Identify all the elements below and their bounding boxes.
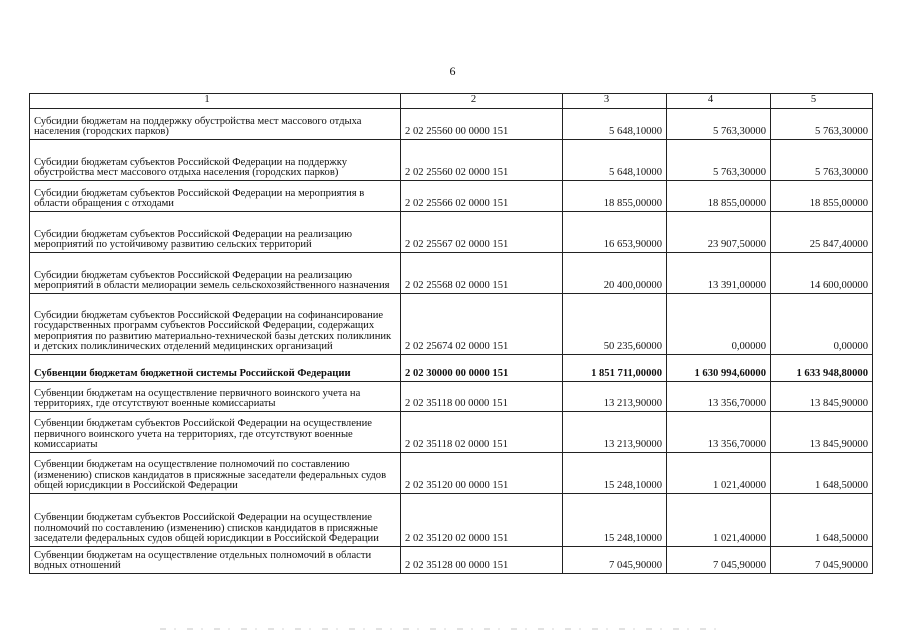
row-value-col5: 13 845,90000: [771, 382, 873, 412]
table-row-total: [30, 355, 873, 382]
row-value-col3: 15 248,10000: [563, 453, 667, 494]
row-description: Субсидии бюджетам на поддержку обустройства мест массового отдыха населения (городских парков): [30, 109, 401, 140]
row-description: Субсидии бюджетам субъектов Российской Федерации на реализацию мероприятий в области мелиорации земель сельскохозяйственного назначения: [30, 253, 401, 294]
table-row: [30, 547, 873, 574]
table-row: [30, 212, 873, 253]
row-value-col4: 1 021,40000: [667, 494, 771, 547]
row-code: 2 02 25566 02 0000 151: [401, 181, 563, 212]
row-value-col5: 0,00000: [771, 294, 873, 355]
column-header: 1: [30, 94, 401, 109]
row-value-col4: 23 907,50000: [667, 212, 771, 253]
row-value-col4: 1 630 994,60000: [667, 355, 771, 382]
row-value-col5: 5 763,30000: [771, 109, 873, 140]
row-code: 2 02 35128 00 0000 151: [401, 547, 563, 574]
row-code: 2 02 25567 02 0000 151: [401, 212, 563, 253]
row-description: Субсидии бюджетам субъектов Российской Федерации на софинансирование государственных программ субъектов Российской Федерации, содержащих мероприятия по развитию материально-технической базы детских поликлиник и детских поликлинических отделений медицинских организаций: [30, 294, 401, 355]
table-row: [30, 494, 873, 547]
row-value-col3: 16 653,90000: [563, 212, 667, 253]
row-value-col4: 13 356,70000: [667, 382, 771, 412]
row-value-col5: 1 648,50000: [771, 453, 873, 494]
row-code: 2 02 35118 00 0000 151: [401, 382, 563, 412]
row-value-col5: 14 600,00000: [771, 253, 873, 294]
row-description: Субвенции бюджетам бюджетной системы Российской Федерации: [30, 355, 401, 382]
table-header-row: [30, 94, 873, 109]
row-description: Субсидии бюджетам субъектов Российской Федерации на мероприятия в области обращения с отходами: [30, 181, 401, 212]
row-value-col5: 13 845,90000: [771, 412, 873, 453]
row-description: Субвенции бюджетам на осуществление первичного воинского учета на территориях, где отсутствуют военные комиссариаты: [30, 382, 401, 412]
row-value-col4: 5 763,30000: [667, 109, 771, 140]
row-value-col3: 50 235,60000: [563, 294, 667, 355]
row-value-col3: 7 045,90000: [563, 547, 667, 574]
table-row: [30, 382, 873, 412]
row-value-col4: 7 045,90000: [667, 547, 771, 574]
table-row: [30, 109, 873, 140]
row-value-col3: 18 855,00000: [563, 181, 667, 212]
budget-table: [29, 93, 873, 574]
row-value-col3: 20 400,00000: [563, 253, 667, 294]
table-row: [30, 181, 873, 212]
row-value-col3: 1 851 711,00000: [563, 355, 667, 382]
row-value-col5: 18 855,00000: [771, 181, 873, 212]
row-value-col5: 5 763,30000: [771, 140, 873, 181]
row-code: 2 02 25568 02 0000 151: [401, 253, 563, 294]
row-value-col4: 13 391,00000: [667, 253, 771, 294]
row-description: Субвенции бюджетам субъектов Российской Федерации на осуществление первичного воинского учета на территориях, где отсутствуют военные комиссариаты: [30, 412, 401, 453]
column-header: 2: [401, 94, 563, 109]
row-code: 2 02 25674 02 0000 151: [401, 294, 563, 355]
table-row: [30, 453, 873, 494]
column-header: 4: [667, 94, 771, 109]
scan-artifact-line: [160, 628, 720, 630]
row-value-col3: 15 248,10000: [563, 494, 667, 547]
row-description: Субсидии бюджетам субъектов Российской Федерации на реализацию мероприятий по устойчивому развитию сельских территорий: [30, 212, 401, 253]
row-value-col4: 0,00000: [667, 294, 771, 355]
page-number: 6: [449, 64, 456, 78]
row-code: 2 02 25560 02 0000 151: [401, 140, 563, 181]
table-row: [30, 294, 873, 355]
row-value-col5: 7 045,90000: [771, 547, 873, 574]
row-value-col5: 25 847,40000: [771, 212, 873, 253]
row-description: Субвенции бюджетам субъектов Российской Федерации на осуществление полномочий по составлению (изменению) списков кандидатов в присяжные заседатели федеральных судов общей юрисдикции в Российской Федерации: [30, 494, 401, 547]
row-code: 2 02 35120 00 0000 151: [401, 453, 563, 494]
row-value-col3: 13 213,90000: [563, 382, 667, 412]
row-code: 2 02 30000 00 0000 151: [401, 355, 563, 382]
row-description: Субвенции бюджетам на осуществление отдельных полномочий в области водных отношений: [30, 547, 401, 574]
row-value-col4: 13 356,70000: [667, 412, 771, 453]
row-description: Субсидии бюджетам субъектов Российской Федерации на поддержку обустройства мест массового отдыха населения (городских парков): [30, 140, 401, 181]
table-row: [30, 140, 873, 181]
column-header: 3: [563, 94, 667, 109]
row-value-col4: 1 021,40000: [667, 453, 771, 494]
row-value-col4: 5 763,30000: [667, 140, 771, 181]
row-value-col4: 18 855,00000: [667, 181, 771, 212]
row-code: 2 02 35118 02 0000 151: [401, 412, 563, 453]
row-description: Субвенции бюджетам на осуществление полномочий по составлению (изменению) списков кандидатов в присяжные заседатели федеральных судов общей юрисдикции в Российской Федерации: [30, 453, 401, 494]
column-header: 5: [771, 94, 873, 109]
row-value-col3: 5 648,10000: [563, 140, 667, 181]
row-value-col3: 13 213,90000: [563, 412, 667, 453]
row-value-col3: 5 648,10000: [563, 109, 667, 140]
row-code: 2 02 25560 00 0000 151: [401, 109, 563, 140]
row-value-col5: 1 633 948,80000: [771, 355, 873, 382]
row-value-col5: 1 648,50000: [771, 494, 873, 547]
table-row: [30, 253, 873, 294]
table-row: [30, 412, 873, 453]
row-code: 2 02 35120 02 0000 151: [401, 494, 563, 547]
